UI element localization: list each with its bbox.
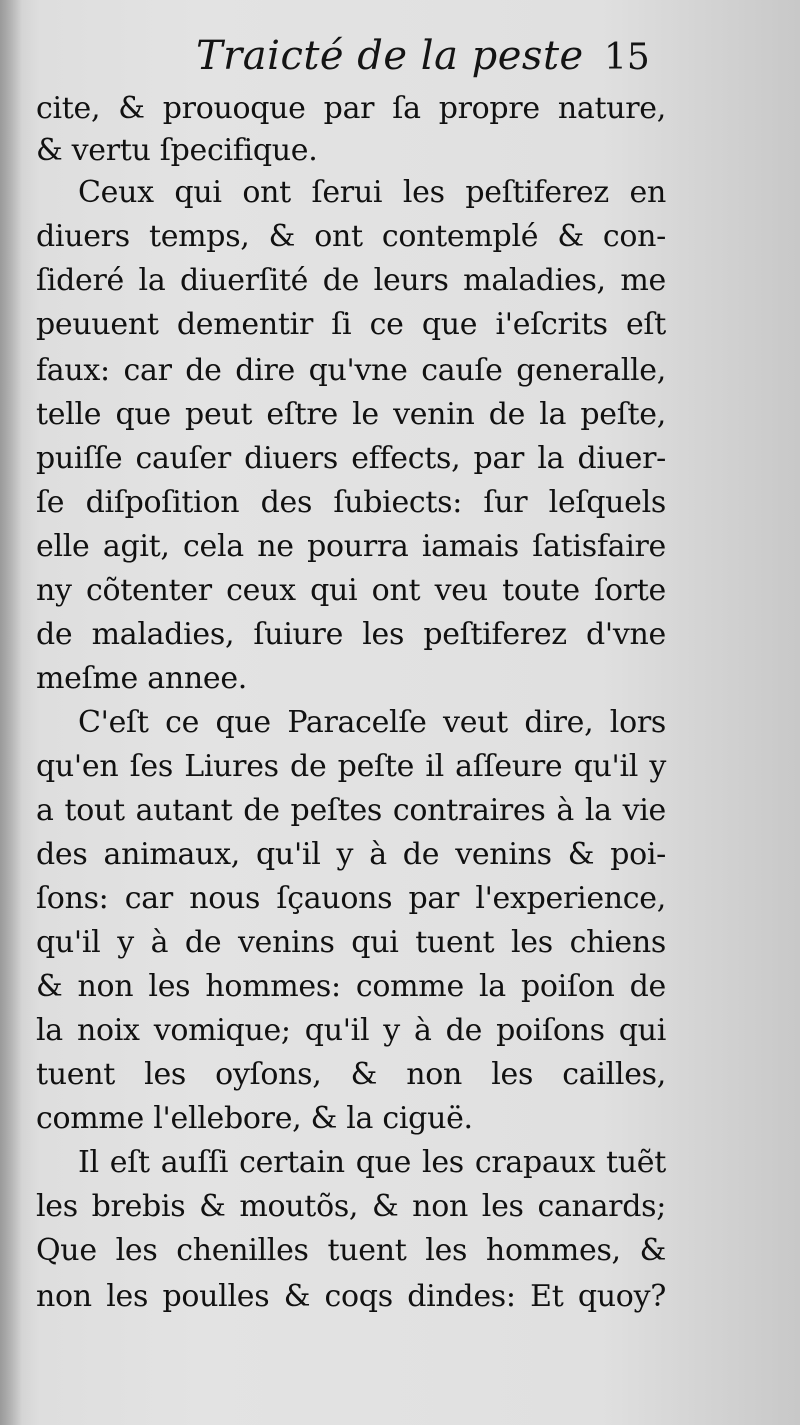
text-line: des animaux, qu'il y à de venins & poi- — [36, 837, 666, 872]
text-line: meſme annee. — [36, 661, 248, 696]
text-line: peuuent dementir ſi ce que i'eſcrits eſt — [36, 307, 666, 342]
text-line: qu'en ſes Liures de peſte il aſſeure qu'il y — [36, 749, 666, 784]
page-number: 15 — [604, 37, 650, 78]
text-line: tuent les oyſons, & non les cailles, — [36, 1057, 666, 1092]
text-line: faux: car de dire qu'vne cauſe generalle, — [36, 353, 666, 388]
text-line: non les poulles & coqs dindes: Et quoy? — [36, 1279, 666, 1314]
text-line: les brebis & moutõs, & non les canards; — [36, 1189, 666, 1224]
text-line: & vertu ſpecifique. — [36, 133, 318, 168]
text-line: ſideré la diuerſité de leurs maladies, me — [36, 263, 666, 298]
text-line: & non les hommes: comme la poiſon de — [36, 969, 666, 1004]
text-line: comme l'ellebore, & la ciguë. — [36, 1101, 473, 1136]
text-line: elle agit, cela ne pourra iamais ſatisfaire — [36, 529, 666, 564]
text-line: C'eſt ce que Paracelſe veut dire, lors — [78, 705, 666, 740]
text-line: la noix vomique; qu'il y à de poiſons qui — [36, 1013, 666, 1048]
text-line: cite, & prouoque par ſa propre nature, — [36, 91, 666, 126]
text-line: a tout autant de peſtes contraires à la vie — [36, 793, 666, 828]
text-line: puiſſe cauſer diuers effects, par la diuer- — [36, 441, 666, 476]
text-line: diuers temps, & ont contemplé & con- — [36, 219, 666, 254]
text-line: de maladies, ſuiure les peſtiferez d'vne — [36, 617, 666, 652]
text-line: ſons: car nous ſçauons par l'experience, — [36, 881, 666, 916]
running-title: Traicté de la peste — [196, 33, 584, 79]
text-line: telle que peut eſtre le venin de la peſte, — [36, 397, 666, 432]
text-line: Que les chenilles tuent les hommes, & — [36, 1233, 666, 1268]
text-line: ſe diſpoſition des ſubiects: ſur leſquels — [36, 485, 666, 520]
text-line: Ceux qui ont ſerui les peſtiferez en — [78, 175, 666, 210]
text-line: qu'il y à de venins qui tuent les chiens — [36, 925, 666, 960]
text-line: Il eſt auſſi certain que les crapaux tuẽt — [78, 1145, 666, 1180]
text-line: ny cõtenter ceux qui ont veu toute ſorte — [36, 573, 666, 608]
